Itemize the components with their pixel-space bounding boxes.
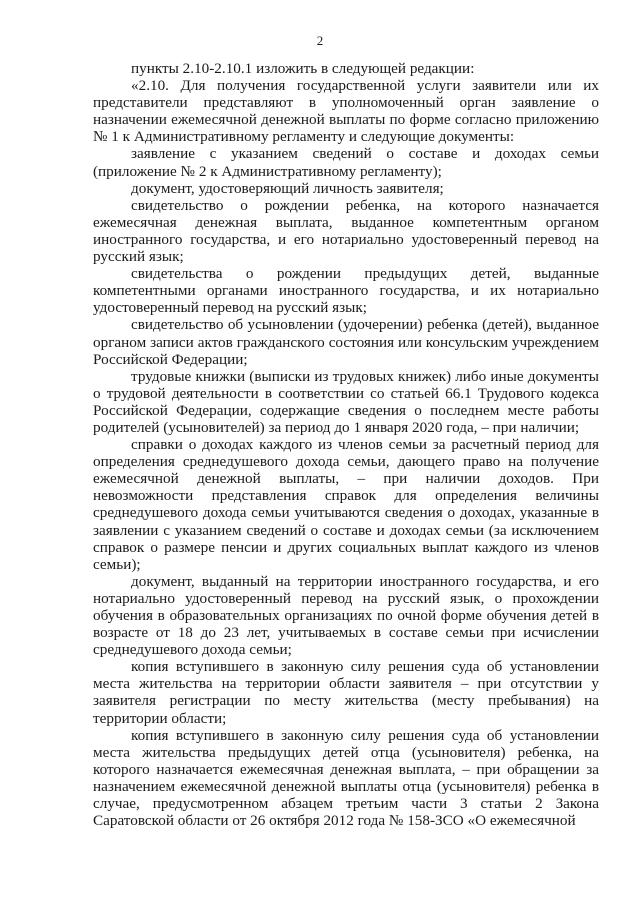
document-body bbox=[93, 60, 599, 829]
paragraph-identity-document: документ, удостоверяющий личность заявителя; bbox=[131, 179, 444, 197]
paragraph-birth-certificate: свидетельство о рождении ребенка, на которого назначается ежемесячная денежная выплата, выданное компетентным органом иностранного государства, и его нотариально удостоверенный перевод на русский язык; bbox=[93, 196, 599, 266]
paragraph-education-document: документ, выданный на территории иностранного государства, и его нотариально удостоверенный перевод на русский язык, о прохождении обучения в образовательных организациях по очной форме обучения детей в возрасте от 18 до 23 лет, учитываемых в составе семьи при исчислении среднедушевого дохода семьи; bbox=[93, 572, 599, 659]
paragraph-income-certificates: справки о доходах каждого из членов семьи за расчетный период для определения среднедушевого дохода семьи, дающего право на получение ежемесячной денежной выплаты, – при наличии доходов. При невозможности представления справок для определения величины среднедушевого дохода семьи учитываются сведения о доходах, указанные в заявлении с указанием сведений о составе и доходах семьи (за исключением справок о размере пенсии и других социальных выплат каждого из членов семьи); bbox=[93, 436, 599, 573]
paragraph-intro: пункты 2.10-2.10.1 изложить в следующей редакции: bbox=[131, 60, 475, 77]
paragraph-court-decision-applicant: копия вступившего в законную силу решения суда об установлении места жительства на территории области заявителя – при отсутствии у заявителя регистрации по месту жительства (месту пребывания) на территории области; bbox=[93, 658, 599, 727]
paragraph-previous-children-certificates: свидетельства о рождении предыдущих детей, выданные компетентными органами иностранного государства, и их нотариально удостоверенный перевод на русский язык; bbox=[93, 265, 599, 317]
paragraph-employment-records: трудовые книжки (выписки из трудовых книжек) либо иные документы о трудовой деятельности в соответствии со статьей 66.1 Трудового кодекса Российской Федерации, содержащие сведения о последнем месте работы родителей (усыновителей) за период до 1 января 2020 года, – при наличии; bbox=[93, 367, 599, 436]
paragraph-2-10: «2.10. Для получения государственной услуги заявители или их представители представляют в уполномоченный орган заявление о назначении ежемесячной денежной выплаты по форме согласно приложению № 1 к Административному регламенту и следующие документы: bbox=[93, 77, 599, 146]
paragraph-application: заявление с указанием сведений о составе и доходах семьи (приложение № 2 к Административному регламенту); bbox=[93, 145, 599, 180]
page-number: 2 bbox=[316, 33, 324, 48]
paragraph-adoption-certificate: свидетельство об усыновлении (удочерении) ребенка (детей), выданное органом записи актов гражданского состояния или консульским учреждением Российской Федерации; bbox=[93, 316, 599, 368]
paragraph-court-decision-children: копия вступившего в законную силу решения суда об установлении места жительства предыдущих детей отца (усыновителя) ребенка, на которого назначается ежемесячная денежная выплата, – при обращении за назначением ежемесячной денежной выплаты отца (усыновителя) ребенка в случае, предусмотренном абзацем третьим части 3 статьи 2 Закона Саратовской области от 26 октября 2012 года № 158-ЗСО «О ежемесячной bbox=[93, 726, 599, 830]
